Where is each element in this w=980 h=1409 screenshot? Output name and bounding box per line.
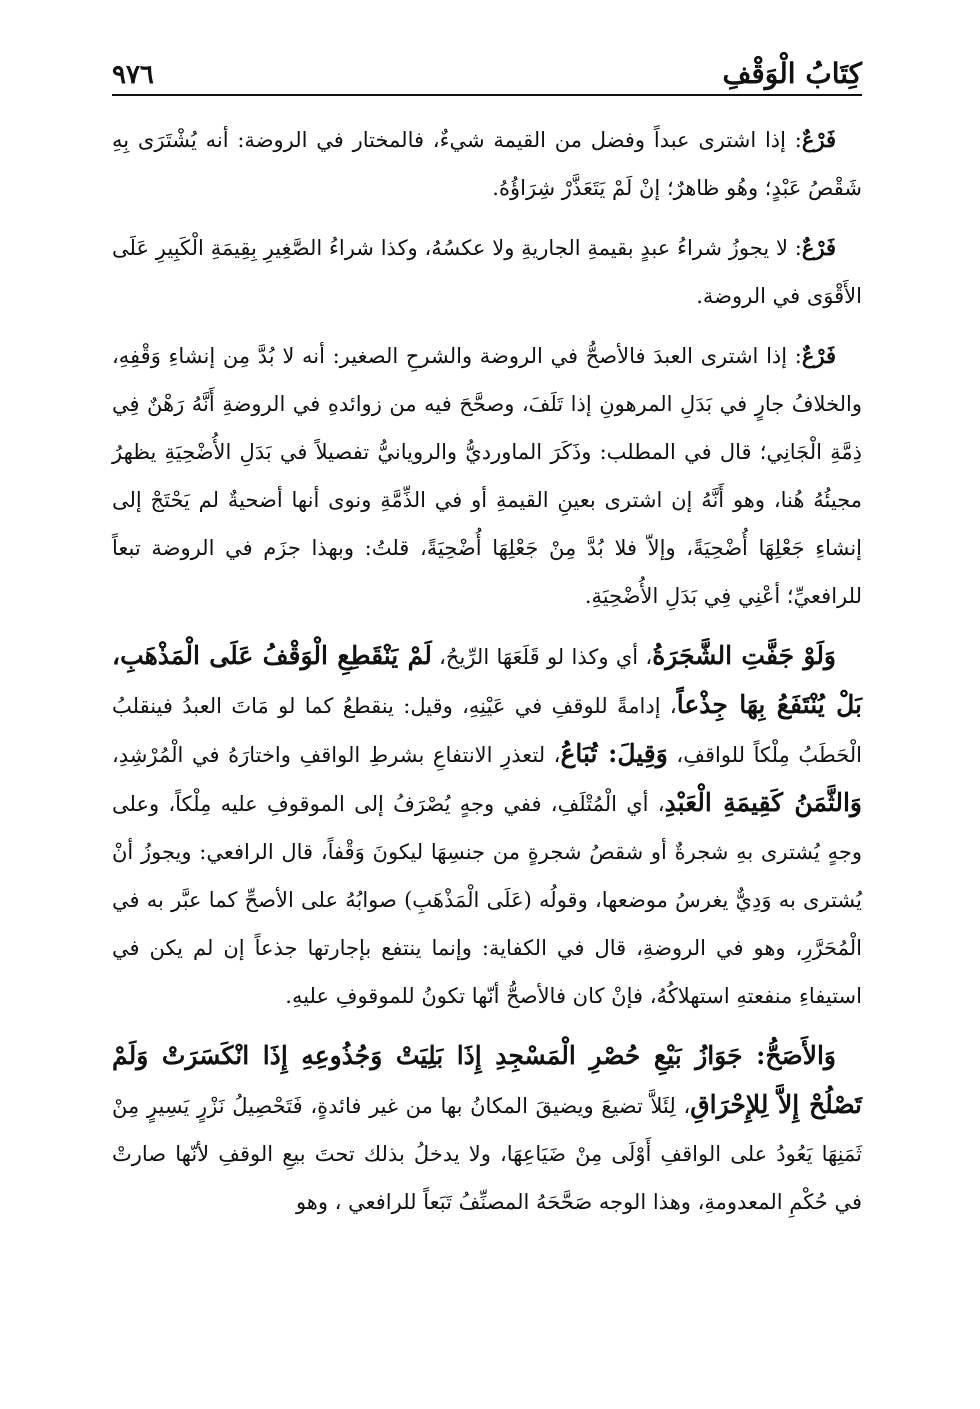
commentary-text: ، لتعذرِ الانتفاعِ بشرطِ الواقفِ واختارَهُ في الْمُرْشِدِ،: [112, 743, 561, 767]
matn-text: لَمْ يَنْقَطِعِ الْوَقْفُ عَلَى الْمَذْهَبِ، بَلْ يُنْتَفَعُ بِهَا جِذْعاً: [112, 641, 863, 719]
paragraph-text: : لا يجوزُ شراءُ عبدٍ بقيمةِ الجاريةِ ولا عكسُهُ، وكذا شراءُ الصَّغِيرِ بِقِيمَةِ الْكَبِيرِ عَلَى الأَقْوَى في الروضة.: [112, 236, 862, 308]
matn-text: وَالأَصَحُّ: جَوَازُ بَيْعِ حُصْرِ الْمَسْجِدِ إِذَا بَلِيَتْ وَجُذُوعِهِ إِذَا انْكَسَرَتْ وَلَمْ تَصْلُحْ إِلاَّ لِلإِحْرَاقِ: [112, 1041, 862, 1119]
paragraph-1: [112, 116, 862, 212]
far-heading: فَرْعٌ: [801, 343, 836, 368]
far-heading: فَرْعٌ: [801, 235, 836, 260]
commentary-text: ، أي وكذا لو قَلَعَهَا الرِّيحُ،: [431, 645, 653, 669]
paragraph-4: [112, 632, 862, 1020]
paragraph-2: [112, 224, 862, 320]
paragraph-text: : إذا اشترى عبداً وفضل من القيمة شيءٌ، فالمختار في الروضة: أنه يُشْتَرَى بِهِ شَقْصُ عَبْدٍ؛ وهُو ظاهرٌ؛ إنْ لَمْ يَتَعَذَّرْ شِرَاؤُهُ.: [112, 128, 862, 200]
paragraph-5: [112, 1032, 862, 1226]
commentary-text: ، لِئَلاَّ تضيعَ ويضيقَ المكانُ بها من غير فائدةٍ، فَتَحْصِيلُ نَزْرٍ يَسِيرٍ مِنْ ثَمَنِهَا يَعُودُ على الواقفِ أَوْلَى مِنْ ضَيَاعِهَا، ولا يدخلُ بذلك تحتَ بيعِ الوقفِ لأنّها صارتْ في حُكْمِ المعدومةِ، وهذا الوجه صَحَّحَهُ المصنِّفُ تَبَعاً للرافعي ، وهو: [112, 1094, 862, 1214]
page-number: ٩٧٦: [112, 60, 154, 90]
matn-text: وَقِيلَ: تُبَاعُ: [560, 739, 668, 768]
running-header-title: كِتَابُ الْوَقْفِ: [722, 57, 862, 90]
commentary-text: ، أي الْمُتْلَفِ، ففي وجهٍ يُصْرَفُ إلى الموقوفِ عليه مِلْكاً، وعلى وجهٍ يُشترى بهِ شجرةٌ أو شقصُ شجرةٍ من جنسِهَا ليكونَ وَقْفاً، قال الرافعي: ويجوزُ أنْ يُشترى به وَدِيٌّ يغرسُ موضعها، وقولُه (عَلَى الْمَذْهَبِ) صوابُهُ على الأصحِّ كما عبَّر به في الْمُحَرَّرِ، وهو في الروضةِ، قال في الكفاية: وإنما ينتفع بإجارتها جذعاً إن لم يكن في استيفاءِ منفعتهِ استهلاكُهُ، فإنْ كان فالأصحُّ أنّها تكونُ للموقوفِ عليهِ.: [112, 792, 862, 1008]
paragraph-3: [112, 332, 862, 620]
paragraph-text: : إذا اشترى العبدَ فالأصحُّ في الروضة والشرحِ الصغير: أنه لا بُدَّ مِن إنشاءِ وَقْفِهِ، والخلافُ جارٍ في بَدَلِ المرهونِ إذا تَلَفَ، وصحَّحَ فيه من زوائدهِ في الروضةِ أَنَّهُ رَهْنٌ فِي ذِمَّةِ الْجَانِي؛ قال في المطلب: وذَكَرَ الماورديُّ والرويانيُّ تفصيلاً في بَدَلِ الأُضْحِيَةِ يظهرُ مجيئُهُ هُنا، وهو أَنَّهُ إن اشترى بعينِ القيمةِ أو في الذِّمَّةِ ونوى أنها أضحيةٌ لم يَحْتَجْ إلى إنشاءِ جَعْلِهَا أُضْحِيَةً، وإلاّ فلا بُدَّ مِنْ جَعْلِهَا أُضْحِيَةً، قلتُ: وبهذا جزَم في الروضة تبعاً للرافعيِّ؛ أعْنِي فِي بَدَلِ الأُضْحِيَةِ.: [112, 344, 862, 608]
far-heading: فَرْعٌ: [801, 127, 836, 152]
commentary-text: ، إدامةً للوقفِ في عَيْنِهِ، وقيل: ينقطعُ كما لو مَاتَ العبدُ فينقلبُ الْحَطَبُ مِلْكاً للواقفِ،: [112, 694, 863, 767]
matn-text: وَالثَّمَنُ كَقِيمَةِ الْعَبْدِ: [664, 788, 862, 817]
running-header: [112, 52, 862, 96]
page-body: [112, 116, 862, 1226]
matn-text: وَلَوْ جَفَّتِ الشَّجَرَةُ: [652, 641, 837, 670]
